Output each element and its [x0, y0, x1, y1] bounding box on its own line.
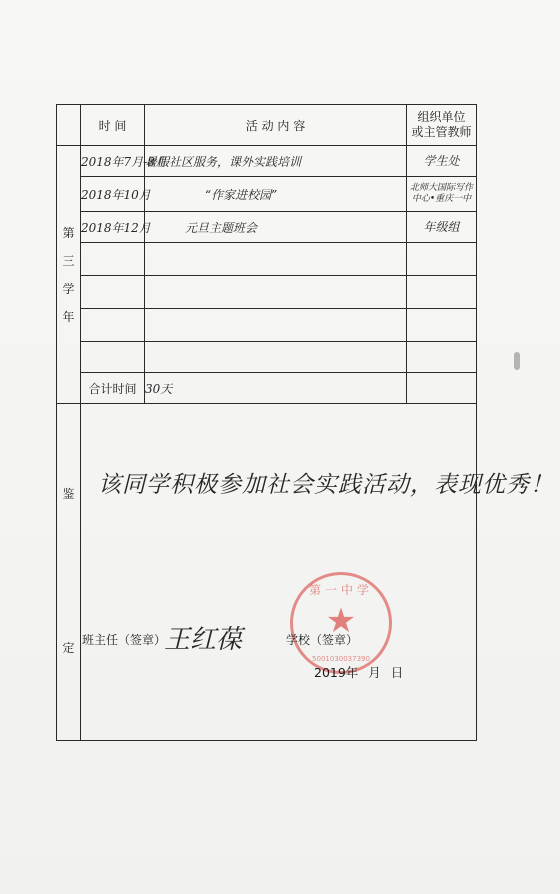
appraisal-char: 定: [62, 641, 75, 655]
header-org-line2: 或主管教师: [411, 125, 472, 139]
table-row-empty: [57, 342, 477, 373]
total-value: 30天: [145, 373, 407, 404]
empty-cell: [81, 276, 145, 309]
appraisal-row: [57, 404, 477, 741]
header-org-line1: 组织单位: [417, 110, 466, 124]
empty-cell: [145, 276, 407, 309]
header-time: 时 间: [81, 105, 145, 146]
year-label-char: 学: [62, 281, 75, 296]
header-content: 活 动 内 容: [145, 105, 407, 146]
empty-cell: [407, 276, 477, 309]
empty-cell: [407, 342, 477, 373]
teacher-sign-label: 班主任（签章）: [82, 633, 167, 647]
seal-text: 第一中学: [308, 583, 373, 597]
row-activity: 暑假社区服务，课外实践培训: [145, 146, 407, 177]
seal-number: 5001030037390: [312, 655, 370, 663]
row-org: 北师大国际写作中心•重庆一中: [407, 177, 477, 212]
table-row: [57, 177, 477, 212]
header-org: [407, 105, 477, 146]
teacher-signature: 王红葆: [164, 625, 243, 655]
table-row-empty: [57, 309, 477, 342]
year-label-char: 三: [62, 253, 75, 268]
row-date: 2018年10月: [81, 177, 145, 212]
appraisal-comment: 该同学积极参加社会实践活动，表现优秀！: [98, 472, 554, 498]
total-label: 合计时间: [81, 373, 145, 404]
table-row-empty: [57, 243, 477, 276]
appraisal-label: [57, 404, 81, 741]
empty-cell: [145, 243, 407, 276]
appraisal-char: 鉴: [62, 487, 75, 501]
row-org: 年级组: [407, 212, 477, 243]
empty-cell: [407, 373, 477, 404]
school-seal: [290, 572, 392, 674]
row-date: 2018年12月: [81, 212, 145, 243]
corner-cell: [57, 105, 81, 146]
empty-cell: [145, 342, 407, 373]
empty-cell: [81, 309, 145, 342]
empty-cell: [145, 309, 407, 342]
seal-star-icon: ★: [325, 601, 357, 641]
row-activity: “作家进校园”: [145, 177, 407, 212]
empty-cell: [407, 243, 477, 276]
year-label-char: 年: [62, 309, 75, 324]
table-header-row: [57, 105, 477, 146]
empty-cell: [81, 243, 145, 276]
total-row: [57, 373, 477, 404]
year-label: [57, 146, 81, 404]
ink-smudge: [514, 352, 520, 370]
empty-cell: [81, 342, 145, 373]
empty-cell: [407, 309, 477, 342]
row-activity: 元旦主题班会: [145, 212, 407, 243]
year-label-char: 第: [62, 225, 75, 240]
school-sign-label: 学校（签章）: [286, 633, 359, 647]
table-row-empty: [57, 276, 477, 309]
row-org: 学生处: [407, 146, 477, 177]
sign-date: 2019年 月 日: [314, 665, 404, 680]
row-date: 2018年7月-8月: [81, 146, 145, 177]
appraisal-body: [81, 404, 477, 741]
table-row: [57, 212, 477, 243]
table-row: [57, 146, 477, 177]
